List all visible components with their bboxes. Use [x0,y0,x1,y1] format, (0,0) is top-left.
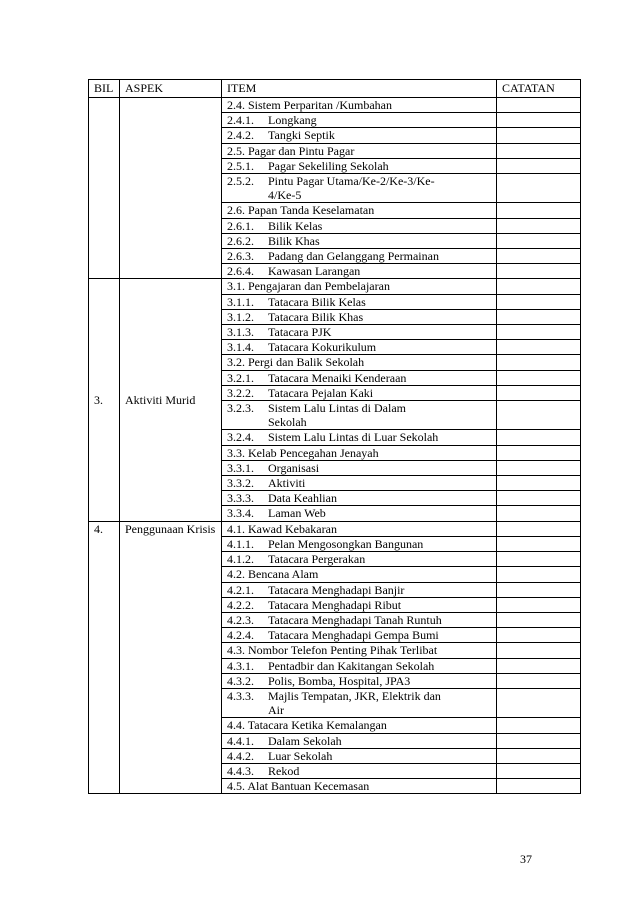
catatan-cell[interactable] [497,506,581,521]
catatan-cell[interactable] [497,294,581,309]
aspek-cell [120,98,222,279]
item-subsection [222,174,497,203]
catatan-cell[interactable] [497,279,581,294]
item-text: Bilik Khas [268,233,320,248]
item-text: Pentadbir dan Kakitangan Sekolah [268,658,435,673]
catatan-cell[interactable] [497,340,581,355]
item-text: Longkang [268,113,317,128]
item-text: Tatacara Menghadapi Ribut [268,597,402,612]
item-text: Sistem Lalu Lintas di Luar Sekolah [268,430,439,445]
item-text-continued: Sekolah [268,415,307,430]
catatan-cell[interactable] [497,158,581,173]
header-bil: BIL [89,80,120,98]
item-subsection [222,582,497,597]
item-subsection [222,658,497,673]
bil-cell [89,98,120,279]
header-catatan: CATATAN [497,80,581,98]
bil-cell: 4. [89,521,120,794]
item-subsection [222,158,497,173]
catatan-cell[interactable] [497,325,581,340]
item-section: 3.3. Kelab Pencegahan Jenayah [222,445,497,460]
item-number: 3.1.3. [227,325,254,340]
item-subsection [222,688,497,717]
catatan-cell[interactable] [497,174,581,203]
item-subsection [222,612,497,627]
item-section: 3.2. Pergi dan Balik Sekolah [222,355,497,370]
item-number: 3.3.4. [227,506,254,521]
item-subsection [222,552,497,567]
item-number: 4.3.2. [227,673,254,688]
item-section: 4.4. Tatacara Ketika Kemalangan [222,718,497,733]
item-number: 2.6.2. [227,233,254,248]
item-number: 3.2.2. [227,385,254,400]
item-subsection [222,673,497,688]
catatan-cell[interactable] [497,763,581,778]
catatan-cell[interactable] [497,612,581,627]
catatan-cell[interactable] [497,628,581,643]
item-text: Tatacara Menghadapi Gempa Bumi [268,628,439,643]
item-text: Tatacara Kokurikulum [268,340,377,355]
item-section: 4.2. Bencana Alam [222,567,497,582]
item-subsection [222,113,497,128]
item-text: Tatacara Bilik Khas [268,309,364,324]
catatan-cell[interactable] [497,370,581,385]
catatan-cell[interactable] [497,218,581,233]
aspek-cell: Aktiviti Murid [120,279,222,521]
catatan-cell[interactable] [497,143,581,158]
catatan-cell[interactable] [497,597,581,612]
item-subsection [222,294,497,309]
item-number: 2.5.1. [227,158,254,173]
item-text: Aktiviti [268,476,306,491]
catatan-cell[interactable] [497,476,581,491]
catatan-cell[interactable] [497,521,581,536]
item-section: 4.5. Alat Bantuan Kecemasan [222,779,497,794]
item-text: Padang dan Gelanggang Permainan [268,249,439,264]
catatan-cell[interactable] [497,401,581,430]
item-subsection [222,733,497,748]
catatan-cell[interactable] [497,113,581,128]
catatan-cell[interactable] [497,430,581,445]
catatan-cell[interactable] [497,643,581,658]
item-subsection [222,506,497,521]
item-subsection [222,628,497,643]
item-number: 4.2.2. [227,597,254,612]
item-section: 2.6. Papan Tanda Keselamatan [222,203,497,218]
item-text: Pagar Sekeliling Sekolah [268,158,389,173]
item-subsection [222,476,497,491]
table-row [89,521,581,536]
item-subsection [222,536,497,551]
catatan-cell[interactable] [497,688,581,717]
item-text: Tatacara Pergerakan [268,552,366,567]
item-number: 4.2.3. [227,612,254,627]
item-text: Polis, Bomba, Hospital, JPA3 [268,673,411,688]
item-text-continued: Air [268,703,284,718]
catatan-cell[interactable] [497,536,581,551]
item-subsection [222,128,497,143]
item-text: Organisasi [268,460,320,475]
catatan-cell[interactable] [497,673,581,688]
item-text: Pintu Pagar Utama/Ke-2/Ke-3/Ke- [268,174,435,189]
catatan-cell[interactable] [497,309,581,324]
catatan-cell[interactable] [497,233,581,248]
item-subsection [222,401,497,430]
item-number: 4.4.3. [227,763,254,778]
item-section: 4.1. Kawad Kebakaran [222,521,497,536]
item-subsection [222,491,497,506]
header-row [89,80,581,98]
catatan-cell[interactable] [497,658,581,673]
item-number: 4.1.2. [227,552,254,567]
item-subsection [222,249,497,264]
item-subsection [222,430,497,445]
catatan-cell[interactable] [497,460,581,475]
item-number: 4.2.1. [227,582,254,597]
item-text: Tatacara PJK [268,325,332,340]
catatan-cell[interactable] [497,491,581,506]
item-text: Dalam Sekolah [268,733,342,748]
catatan-cell[interactable] [497,128,581,143]
item-text: Tatacara Pejalan Kaki [268,385,374,400]
item-section: 3.1. Pengajaran dan Pembelajaran [222,279,497,294]
item-number: 3.1.1. [227,294,254,309]
item-number: 4.2.4. [227,628,254,643]
item-text: Data Keahlian [268,491,337,506]
page-number: 37 [520,852,532,866]
catatan-cell[interactable] [497,582,581,597]
item-subsection [222,385,497,400]
table-row [89,98,581,113]
item-subsection [222,460,497,475]
item-section: 2.4. Sistem Perparitan /Kumbahan [222,98,497,113]
item-number: 3.1.4. [227,340,254,355]
item-number: 3.2.3. [227,401,254,416]
item-subsection [222,763,497,778]
item-text: Luar Sekolah [268,748,333,763]
item-subsection [222,218,497,233]
header-item: ITEM [222,80,497,98]
item-section: 4.3. Nombor Telefon Penting Pihak Terlibat [222,643,497,658]
item-subsection [222,748,497,763]
item-number: 3.2.1. [227,370,254,385]
item-text: Bilik Kelas [268,218,323,233]
item-number: 4.1.1. [227,536,254,551]
item-number: 4.3.3. [227,688,254,703]
item-number: 2.5.2. [227,174,254,189]
item-number: 3.3.3. [227,491,254,506]
item-text: Sistem Lalu Lintas di Dalam [268,401,406,416]
item-number: 4.4.1. [227,733,254,748]
item-section: 2.5. Pagar dan Pintu Pagar [222,143,497,158]
item-number: 2.4.2. [227,128,254,143]
item-subsection [222,340,497,355]
catatan-cell[interactable] [497,445,581,460]
item-text: Rekod [268,763,300,778]
aspek-cell: Penggunaan Krisis [120,521,222,794]
item-number: 4.3.1. [227,658,254,673]
item-subsection [222,325,497,340]
bil-cell: 3. [89,279,120,521]
catatan-cell[interactable] [497,249,581,264]
item-text: Majlis Tempatan, JKR, Elektrik dan [268,688,441,703]
item-text: Laman Web [268,506,326,521]
item-number: 4.4.2. [227,748,254,763]
item-text: Tatacara Menaiki Kenderaan [268,370,407,385]
item-text: Kawasan Larangan [268,264,361,279]
item-text: Tatacara Menghadapi Tanah Runtuh [268,612,442,627]
item-subsection [222,264,497,279]
item-number: 2.4.1. [227,113,254,128]
item-text: Tatacara Menghadapi Banjir [268,582,405,597]
item-text-continued: 4/Ke-5 [268,188,302,203]
table-row [89,279,581,294]
item-text: Tatacara Bilik Kelas [268,294,366,309]
item-subsection [222,309,497,324]
item-number: 2.6.1. [227,218,254,233]
header-aspek: ASPEK [120,80,222,98]
checklist-table [88,79,581,794]
item-subsection [222,233,497,248]
item-number: 3.2.4. [227,430,254,445]
catatan-cell[interactable] [497,203,581,218]
catatan-cell[interactable] [497,779,581,794]
catatan-cell[interactable] [497,567,581,582]
item-subsection [222,370,497,385]
item-number: 2.6.3. [227,249,254,264]
item-number: 3.3.2. [227,476,254,491]
item-number: 3.1.2. [227,309,254,324]
item-text: Pelan Mengosongkan Bangunan [268,536,424,551]
item-subsection [222,597,497,612]
catatan-cell[interactable] [497,98,581,113]
catatan-cell[interactable] [497,264,581,279]
catatan-cell[interactable] [497,385,581,400]
item-number: 2.6.4. [227,264,254,279]
catatan-cell[interactable] [497,718,581,733]
table-body [89,98,581,794]
catatan-cell[interactable] [497,748,581,763]
item-number: 3.3.1. [227,460,254,475]
catatan-cell[interactable] [497,355,581,370]
catatan-cell[interactable] [497,552,581,567]
item-text: Tangki Septik [268,128,335,143]
catatan-cell[interactable] [497,733,581,748]
